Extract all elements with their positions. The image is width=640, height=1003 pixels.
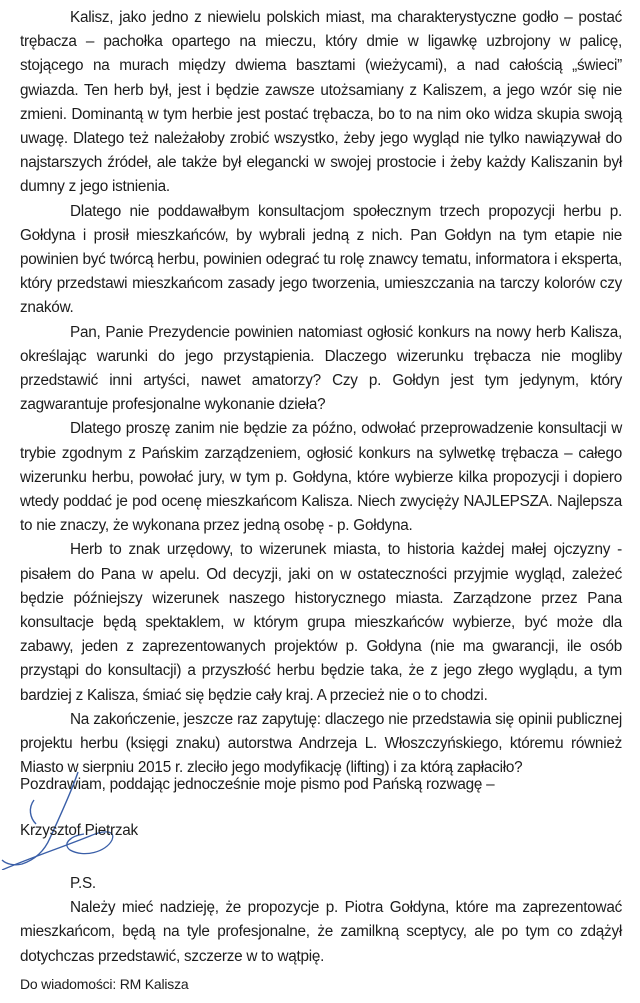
paragraph-competition: Pan, Panie Prezydencie powinien natomiast ogłosić konkurs na nowy herb Kalisza, określając warunki do jego przystąpienia. Dlaczego wizerunku trębacza nie mogliby przedstawić inni artyści, nawet amatorzy? Czy p. Gołdyn jest tym jedynym, który zagwarantuje profesjonalne wykonanie dzieła? (20, 323, 622, 414)
paragraph-consultations: Dlatego nie poddawałbym konsultacjom społecznym trzech propozycji herbu p. Gołdyna i prosił mieszkańców, by wybrali jedną z nich. Pan Gołdyn na tym etapie nie powinien być twórcą herbu, powinien odegrać tu rolę znawcy tematu, informatora i eksperta, który przedstawi mieszkańcom zasady jego tworzenia, umieszczania na tarczy kolorów czy znaków. (20, 202, 622, 317)
postscript (20, 872, 622, 969)
paragraph-conclusion: Na zakończenie, jeszcze raz zapytuję: dlaczego nie przedstawia się opinii publicznej projektu herbu (księgi znaku) autorstwa Andrzeja L. Włoszczyńskiego, któremu również Miasto w sierpniu 2015 r. zleciło jego modyfikację (lifting) i za którą zapłaciło? (20, 710, 622, 777)
closing-line: Pozdrawiam, poddając jednocześnie moje pismo pod Pańską rozwagę – (20, 776, 495, 793)
paragraph-request: Dlatego proszę zanim nie będzie za późno, odwołać przeprowadzenie konsultacji w trybie zgodnym z Pańskim zarządzeniem, ogłosić konkurs na sylwetkę trębacza – całego wizerunku herbu, powołać jury, w tym p. Gołdyna, które wybierze kilka propozycji i dopiero wtedy poddać je pod ocenę mieszkańcom Kalisza. Niech zwycięży NAJLEPSZA. Najlepsza to nie znaczy, że wykonana przez jedną osobę - p. Gołdyna. (20, 420, 622, 535)
signer-name: Krzysztof Pietrzak (20, 822, 138, 839)
letter-body (20, 6, 622, 781)
paragraph-official-sign: Herb to znak urzędowy, to wizerunek miasta, to historia każdej małej ojczyzny - pisałem do Pana w apelu. Od decyzji, jaki on w ostateczności przyjmie wygląd, zależeć będzie późniejszy wizerunek naszego historycznego miasta. Zarządzone przez Pana konsultacje będą spektaklem, w którym grupa mieszkańców wybierze, być może dla zabawy, jeden z zaprezentowanych projektów p. Gołdyna (nie ma gwarancji, ile osób przystąpi do konsultacji) a przyszłość herbu będzie taka, że z jego złego wyglądu, a tym bardziej z Kalisza, śmiać się będzie cały kraj. A przecież nie o to chodzi. (20, 541, 622, 704)
postscript-text: Należy mieć nadzieję, że propozycje p. Piotra Gołdyna, które ma zaprezentować mieszkańcom, będą na tyle profesjonalne, że zamilkną sceptycy, ale po tym co zdążył dotychczas przedstawić, szczerze w to wątpię. (20, 899, 622, 965)
postscript-label: P.S. (70, 875, 96, 892)
paragraph-coat-of-arms: Kalisz, jako jedno z niewielu polskich miast, ma charakterystyczne godło – postać trębacza – pachołka opartego na mieczu, który dmie w ligawkę uzbrojony w palicę, stojącego na murach między dwiema basztami (wieżycami), a nad całością „świeci” gwiazda. Ten herb był, jest i będzie zawsze utożsamiany z Kaliszem, a jego wzór się nie zmieni. Dominantą w tym herbie jest postać trębacza, bo to na nim oko widza skupia swoją uwagę. Dlatego też należałoby zrobić wszystko, żeby jego wygląd nie tylko nawiązywał do najstarszych źródeł, ale także był elegancki w swojej prostocie i żeby każdy Kaliszanin był dumny z jego istnienia. (20, 9, 622, 196)
carbon-copy-line: Do wiadomości: RM Kalisza (20, 976, 189, 992)
